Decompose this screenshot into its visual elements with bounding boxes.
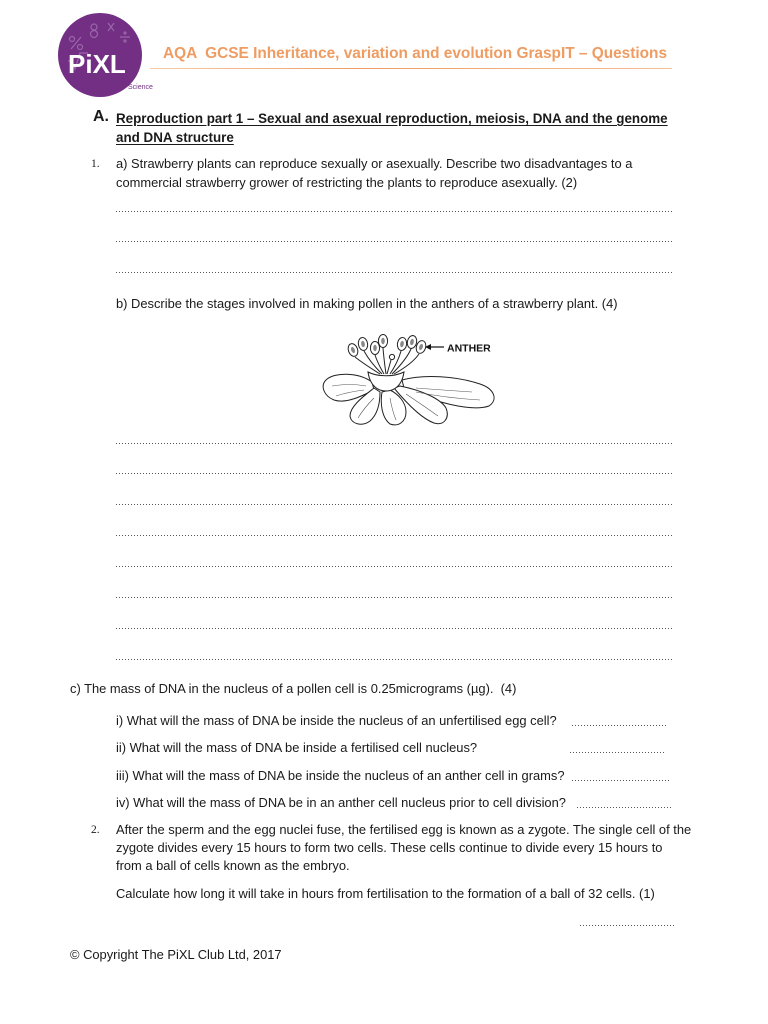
question-2-prompt: Calculate how long it will take in hours from fertilisation to the formation of a ball of 32 cells. (1) xyxy=(116,886,655,901)
answer-line xyxy=(116,241,672,242)
answer-line xyxy=(116,211,672,212)
short-answer-line xyxy=(570,752,666,753)
stigma xyxy=(389,354,394,359)
anthers xyxy=(346,335,427,360)
filaments xyxy=(355,348,419,374)
label-arrow-icon xyxy=(425,344,444,350)
section-title-line: and DNA structure xyxy=(116,130,234,145)
answer-line xyxy=(116,597,673,598)
short-answer-line xyxy=(572,780,670,781)
answer-line xyxy=(116,504,673,505)
question-number: 1. xyxy=(91,158,100,170)
copyright-footer: © Copyright The PiXL Club Ltd, 2017 xyxy=(70,947,282,962)
answer-line xyxy=(116,535,673,536)
short-answer-line xyxy=(577,807,672,808)
pistil xyxy=(387,360,391,374)
question-1c-text: c) The mass of DNA in the nucleus of a pollen cell is 0.25micrograms (µg). (4) xyxy=(70,681,517,696)
question-1a-text: a) Strawberry plants can reproduce sexually or asexually. Describe two disadvantages to a xyxy=(116,156,633,171)
question-2-text: from a ball of cells known as the embryo. xyxy=(116,858,350,873)
answer-line xyxy=(116,659,673,660)
short-answer-line xyxy=(580,925,676,926)
subquestion-text: iii) What will the mass of DNA be inside the nucleus of an anther cell in grams? xyxy=(116,768,565,783)
logo-wordmark: PiXL xyxy=(68,49,126,79)
figure-label: ANTHER xyxy=(447,342,491,355)
section-letter: A. xyxy=(93,108,109,125)
question-2-text: zygote divides every 15 hours to form two cells. These cells continue to divide every 15 hours to xyxy=(116,840,663,855)
header-rule xyxy=(150,68,672,69)
subquestion-text: ii) What will the mass of DNA be inside a fertilised cell nucleus? xyxy=(116,740,478,755)
page-header-title: AQA GCSE Inheritance, variation and evolution GraspIT – Questions xyxy=(163,45,667,62)
short-answer-line xyxy=(572,725,668,726)
answer-line xyxy=(116,473,673,474)
filament xyxy=(392,349,411,374)
section-title-line: Reproduction part 1 – Sexual and asexual reproduction, meiosis, DNA and the genome xyxy=(116,111,668,126)
flower-diagram xyxy=(320,328,500,428)
filament xyxy=(383,348,386,374)
subquestion-text: i) What will the mass of DNA be inside the nucleus of an unfertilised egg cell? xyxy=(116,713,557,728)
answer-line xyxy=(116,566,673,567)
subquestion-text: iv) What will the mass of DNA be in an anther cell nucleus prior to cell division? xyxy=(116,795,566,810)
answer-line xyxy=(116,443,673,444)
answer-line xyxy=(116,272,672,273)
question-number: 2. xyxy=(91,824,100,836)
answer-line xyxy=(116,628,673,629)
question-1b-text: b) Describe the stages involved in making pollen in the anthers of a strawberry plant. (4) xyxy=(116,296,618,311)
question-1a-text: commercial strawberry grower of restricting the plants to reproduce asexually. (2) xyxy=(116,175,578,190)
question-2-text: After the sperm and the egg nuclei fuse, the fertilised egg is known as a zygote. The single cell of the xyxy=(116,822,692,837)
logo-subtext: Science xyxy=(128,84,153,91)
